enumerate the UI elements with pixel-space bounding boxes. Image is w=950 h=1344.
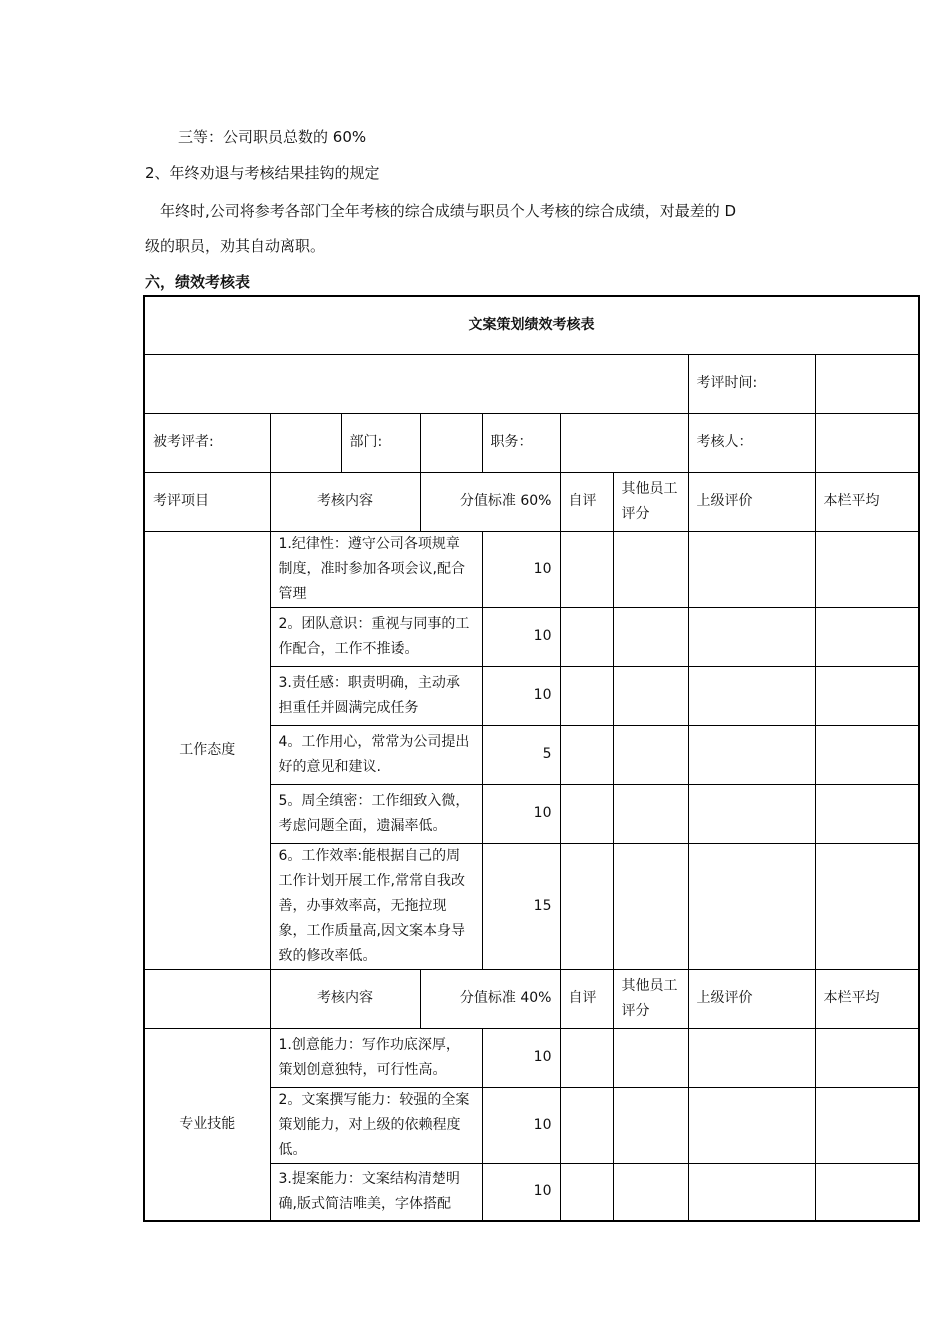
others-score-cell[interactable] <box>613 1028 688 1087</box>
others-score-cell[interactable] <box>613 666 688 725</box>
self-score-cell[interactable] <box>560 843 613 969</box>
attitude-score-2: 10 <box>482 607 560 666</box>
self-score-cell[interactable] <box>560 666 613 725</box>
self-score-cell[interactable] <box>560 1163 613 1221</box>
superior-score-cell[interactable] <box>688 784 815 843</box>
others-score-cell[interactable] <box>613 1087 688 1163</box>
average-score-cell[interactable] <box>815 531 919 607</box>
attitude-content-2: 2。团队意识：重视与同事的工作配合，工作不推诿。 <box>270 607 482 666</box>
average-score-cell[interactable] <box>815 843 919 969</box>
average-score-cell[interactable] <box>815 1087 919 1163</box>
skills-score-3: 10 <box>482 1163 560 1221</box>
attitude-score-1: 10 <box>482 531 560 607</box>
assessor-label: 考核人： <box>688 413 815 472</box>
self-score-cell[interactable] <box>560 784 613 843</box>
header-superior: 上级评价 <box>688 472 815 531</box>
others-score-cell[interactable] <box>613 725 688 784</box>
others-score-cell[interactable] <box>613 784 688 843</box>
intro-line-4: 级的职员，劝其自动离职。 <box>145 237 326 255</box>
attitude-score-4: 5 <box>482 725 560 784</box>
dept-label: 部门: <box>341 413 420 472</box>
position-value[interactable] <box>560 413 688 472</box>
others-score-cell[interactable] <box>613 607 688 666</box>
self-score-cell[interactable] <box>560 607 613 666</box>
superior-score-cell[interactable] <box>688 1163 815 1221</box>
table-title: 文案策划绩效考核表 <box>144 296 919 354</box>
average-score-cell[interactable] <box>815 1028 919 1087</box>
skills-content-3: 3.提案能力：文案结构清楚明确,版式简洁唯美，字体搭配 <box>270 1163 482 1221</box>
performance-table <box>143 295 920 1222</box>
average-score-cell[interactable] <box>815 607 919 666</box>
evaluatee-label: 被考评者: <box>144 413 270 472</box>
self-score-cell[interactable] <box>560 531 613 607</box>
header-item: 考评项目 <box>144 472 270 531</box>
header-content: 考核内容 <box>270 472 420 531</box>
skills-content-1: 1.创意能力：写作功底深厚，策划创意独特，可行性高。 <box>270 1028 482 1087</box>
superior-score-cell[interactable] <box>688 666 815 725</box>
attitude-score-5: 10 <box>482 784 560 843</box>
header2-others: 其他员工评分 <box>613 969 688 1028</box>
superior-score-cell[interactable] <box>688 531 815 607</box>
attitude-content-1: 1.纪律性：遵守公司各项规章制度，准时参加各项会议,配合管理 <box>270 531 482 607</box>
header-average: 本栏平均 <box>815 472 919 531</box>
header2-standard: 分值标准 40% <box>420 969 560 1028</box>
attitude-score-6: 15 <box>482 843 560 969</box>
superior-score-cell[interactable] <box>688 843 815 969</box>
section-title: 六，绩效考核表 <box>145 273 251 291</box>
self-score-cell[interactable] <box>560 1028 613 1087</box>
eval-time-value[interactable] <box>815 354 919 413</box>
skills-score-1: 10 <box>482 1028 560 1087</box>
self-score-cell[interactable] <box>560 1087 613 1163</box>
header2-superior: 上级评价 <box>688 969 815 1028</box>
average-score-cell[interactable] <box>815 1163 919 1221</box>
intro-line-2: 2、年终劝退与考核结果挂钩的规定 <box>145 164 380 182</box>
header2-average: 本栏平均 <box>815 969 919 1028</box>
average-score-cell[interactable] <box>815 784 919 843</box>
blank-cell <box>144 969 270 1028</box>
header2-self: 自评 <box>560 969 613 1028</box>
attitude-content-6: 6。工作效率:能根据自己的周工作计划开展工作,常常自我改善，办事效率高，无拖拉现象，工作质量高,因文案本身导致的修改率低。 <box>270 843 482 969</box>
evaluatee-value[interactable] <box>270 413 341 472</box>
header-standard: 分值标准 60% <box>420 472 560 531</box>
superior-score-cell[interactable] <box>688 1028 815 1087</box>
header-others: 其他员工评分 <box>613 472 688 531</box>
average-score-cell[interactable] <box>815 725 919 784</box>
attitude-label: 工作态度 <box>144 531 270 969</box>
dept-value[interactable] <box>420 413 482 472</box>
superior-score-cell[interactable] <box>688 725 815 784</box>
skills-content-2: 2。文案撰写能力：较强的全案策划能力，对上级的依赖程度低。 <box>270 1087 482 1163</box>
others-score-cell[interactable] <box>613 843 688 969</box>
attitude-content-3: 3.责任感：职责明确，主动承担重任并圆满完成任务 <box>270 666 482 725</box>
skills-label: 专业技能 <box>144 1028 270 1221</box>
intro-line-1: 三等：公司职员总数的 60% <box>178 128 367 146</box>
superior-score-cell[interactable] <box>688 607 815 666</box>
position-label: 职务： <box>482 413 560 472</box>
assessor-value[interactable] <box>815 413 919 472</box>
self-score-cell[interactable] <box>560 725 613 784</box>
attitude-content-4: 4。工作用心，常常为公司提出好的意见和建议. <box>270 725 482 784</box>
header-self: 自评 <box>560 472 613 531</box>
intro-line-3: 年终时,公司将参考各部门全年考核的综合成绩与职员个人考核的综合成绩，对最差的 D <box>160 202 737 220</box>
header2-content: 考核内容 <box>270 969 420 1028</box>
attitude-content-5: 5。周全缜密：工作细致入微，考虑问题全面，遗漏率低。 <box>270 784 482 843</box>
superior-score-cell[interactable] <box>688 1087 815 1163</box>
eval-time-label: 考评时间: <box>688 354 815 413</box>
blank-cell <box>144 354 688 413</box>
average-score-cell[interactable] <box>815 666 919 725</box>
others-score-cell[interactable] <box>613 531 688 607</box>
skills-score-2: 10 <box>482 1087 560 1163</box>
others-score-cell[interactable] <box>613 1163 688 1221</box>
attitude-score-3: 10 <box>482 666 560 725</box>
